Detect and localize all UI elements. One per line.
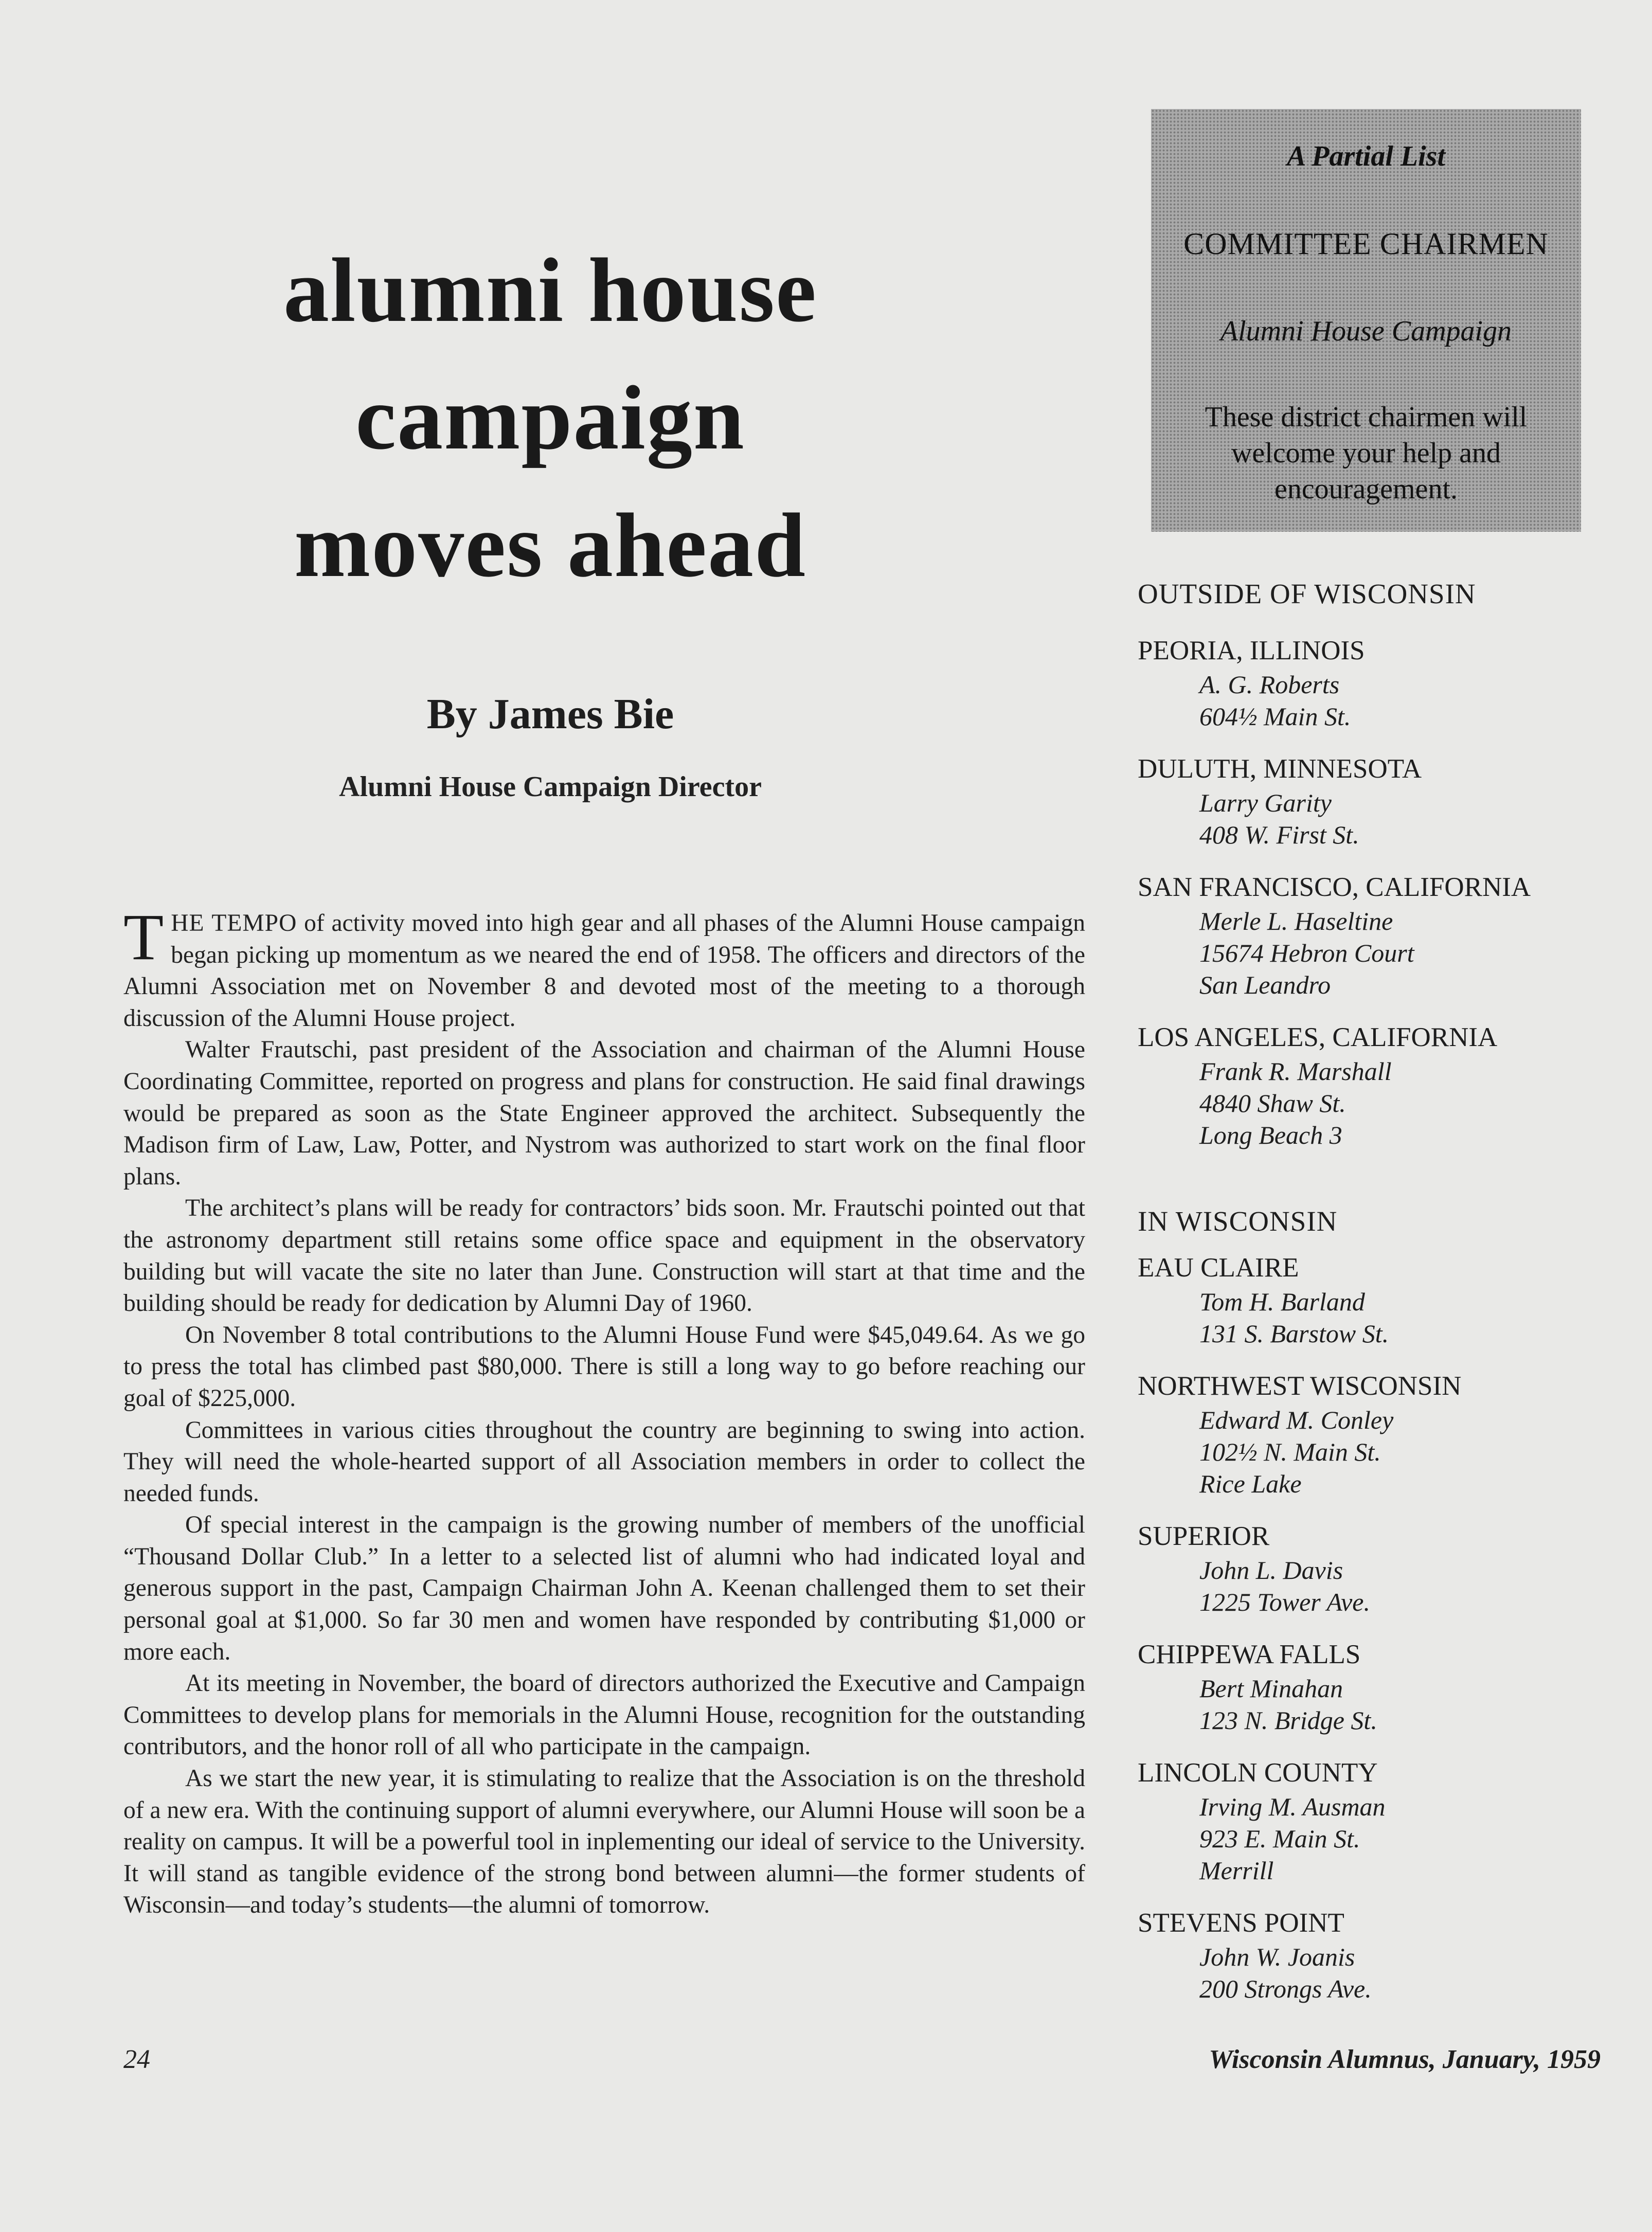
article-paragraph: At its meeting in November, the board of directors authorized the Executive and Campaign Committees to develop plans for memorials in the Alumni House, recognition for the outstanding contributors, and the honor roll of all who participate in the campaign. xyxy=(123,1670,1085,1760)
chairman-entry xyxy=(1138,1518,1631,1618)
chairman-name: Edward M. Conley xyxy=(1199,1406,1394,1434)
chairman-name: Frank R. Marshall xyxy=(1199,1057,1392,1086)
sidebar-box xyxy=(1151,109,1581,532)
chairman-address: 923 E. Main St. xyxy=(1199,1824,1360,1853)
chairman-entry xyxy=(1138,751,1631,851)
lead-start: HE TEMPO xyxy=(171,910,297,937)
section-outside xyxy=(1138,576,1631,614)
chairman-entry xyxy=(1138,1905,1631,2005)
article-paragraph: Of special interest in the campaign is the growing number of members of the unofficial “Thousand Dollar Club.” In a letter to a selected list of alumni who had indicated loyal and generous support in the past, Campaign Chairman John A. Keenan challenged them to set their personal goal at $1,000. So far 30 men and women have responded by contributing $1,000 or more each. xyxy=(123,1511,1085,1665)
chairman-name: Larry Garity xyxy=(1199,788,1332,817)
chairman-name: Merle L. Haseltine xyxy=(1199,907,1393,935)
chairman-address: 102½ N. Main St. xyxy=(1199,1437,1381,1466)
chairman-entry xyxy=(1138,1250,1631,1349)
headline-line: campaign xyxy=(355,367,745,469)
box-kicker: A Partial List xyxy=(1286,140,1446,172)
chairman-name: Tom H. Barland xyxy=(1199,1287,1365,1316)
chairman-address: 1225 Tower Ave. xyxy=(1199,1588,1370,1616)
section-heading: IN WISCONSIN xyxy=(1138,1205,1338,1237)
byline-title: Alumni House Campaign Director xyxy=(339,771,762,803)
chairman-entry xyxy=(1138,633,1631,732)
district-name: NORTHWEST WISCONSIN xyxy=(1138,1371,1462,1401)
chairman-address: 604½ Main St. xyxy=(1199,702,1351,731)
district-name: SAN FRANCISCO, CALIFORNIA xyxy=(1138,872,1531,902)
chairman-address: 200 Strongs Ave. xyxy=(1199,1974,1372,2003)
chairman-name: John W. Joanis xyxy=(1199,1942,1355,1971)
box-subheading: Alumni House Campaign xyxy=(1220,315,1512,347)
section-inside xyxy=(1138,1203,1631,1239)
article-paragraph: The architect’s plans will be ready for contractors’ bids soon. Mr. Frautschi pointed out that the astronomy department still retains some office space and equipment in the observatory building but will vacate the site no later than June. Construction will start at that time and the building should be ready for dedication by Alumni Day of 1960. xyxy=(123,1195,1085,1317)
lead-text: of activity moved into high gear and all phases of the Alumni House campaign began picking up momentum as we neared the end of 1958. The officers and directors of the Alumni Association met on November 8 and devoted most of the meeting to a thorough discussion of the Alumni House project. xyxy=(123,910,1085,1032)
chairman-city: Long Beach 3 xyxy=(1199,1121,1342,1149)
chairman-city: Merrill xyxy=(1199,1856,1274,1885)
district-name: EAU CLAIRE xyxy=(1138,1253,1299,1283)
chairman-name: A. G. Roberts xyxy=(1199,670,1340,699)
drop-cap: T xyxy=(123,901,164,974)
chairman-name: Bert Minahan xyxy=(1199,1674,1343,1703)
district-name: DULUTH, MINNESOTA xyxy=(1138,754,1422,784)
box-heading: COMMITTEE CHAIRMEN xyxy=(1183,227,1549,261)
chairman-entry xyxy=(1138,1755,1631,1886)
article-paragraph: Walter Frautschi, past president of the Association and chairman of the Alumni House Coordinating Committee, reported on progress and plans for construction. He said final drawings would be prepared as soon as the State Engineer approved the architect. Subsequently the Madison firm of Law, Law, Potter, and Nystrom was authorized to start work on the final floor plans. xyxy=(123,1036,1085,1190)
article-headline xyxy=(0,226,1101,609)
box-message: These district chairmen will welcome your help and encouragement. xyxy=(1205,401,1528,505)
chairman-name: John L. Davis xyxy=(1199,1556,1343,1585)
publication-footer: Wisconsin Alumnus, January, 1959 xyxy=(1209,2045,1601,2074)
district-name: LOS ANGELES, CALIFORNIA xyxy=(1138,1022,1498,1052)
chairman-address: 131 S. Barstow St. xyxy=(1199,1319,1389,1348)
district-name: STEVENS POINT xyxy=(1138,1908,1344,1938)
chairman-address: 4840 Shaw St. xyxy=(1199,1089,1346,1118)
district-name: SUPERIOR xyxy=(1138,1521,1270,1551)
district-name: PEORIA, ILLINOIS xyxy=(1138,636,1365,665)
headline-line: moves ahead xyxy=(294,494,807,596)
section-heading: OUTSIDE OF WISCONSIN xyxy=(1138,578,1476,609)
article-paragraph: On November 8 total contributions to the Alumni House Fund were $45,049.64. As we go to press the total has climbed past $80,000. There is still a long way to go before reaching our goal of $225,000. xyxy=(123,1321,1085,1412)
chairman-entry xyxy=(1138,1368,1631,1500)
district-name: LINCOLN COUNTY xyxy=(1138,1758,1378,1788)
article-paragraph: As we start the new year, it is stimulating to realize that the Association is on the threshold of a new era. With the continuing support of alumni everywhere, our Alumni House will soon be a reality on campus. It will be a powerful tool in inplementing our ideal of service to the University. It will stand as tangible evidence of the strong bond between alumni—the former students of Wisconsin—and today’s students—the alumni of tomorrow. xyxy=(123,1765,1085,1919)
chairman-entry xyxy=(1138,869,1631,1001)
chairman-city: Rice Lake xyxy=(1199,1469,1302,1498)
chairmen-list xyxy=(1138,576,1631,2005)
chairman-address: 15674 Hebron Court xyxy=(1199,939,1414,967)
byline: By James Bie xyxy=(426,690,674,738)
district-name: CHIPPEWA FALLS xyxy=(1138,1640,1361,1669)
headline-line: alumni house xyxy=(283,239,817,341)
article-paragraph: Committees in various cities throughout the country are beginning to swing into action. They will need the whole-hearted support of all Association members in order to collect the needed funds. xyxy=(123,1416,1085,1507)
chairman-city: San Leandro xyxy=(1199,970,1331,999)
chairman-address: 408 W. First St. xyxy=(1199,820,1359,849)
lead-paragraph xyxy=(123,901,1085,1034)
chairman-entry xyxy=(1138,1636,1631,1736)
article-body xyxy=(123,901,1085,1921)
chairman-entry xyxy=(1138,1019,1631,1151)
chairman-address: 123 N. Bridge St. xyxy=(1199,1706,1377,1735)
chairman-name: Irving M. Ausman xyxy=(1199,1792,1386,1821)
page-number: 24 xyxy=(123,2045,150,2074)
